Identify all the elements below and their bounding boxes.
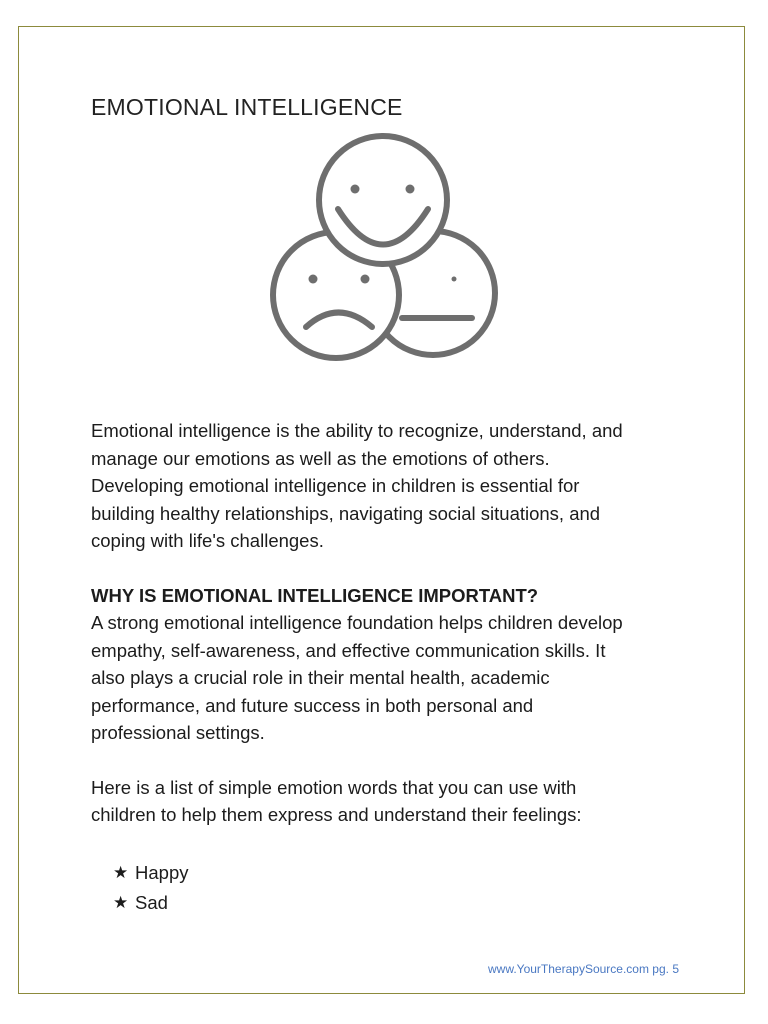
list-item: ★ Sad	[113, 888, 691, 919]
star-icon: ★	[113, 893, 129, 912]
emotion-faces-illustration	[266, 132, 502, 372]
section-heading: WHY IS EMOTIONAL INTELLIGENCE IMPORTANT?	[91, 584, 539, 606]
page-footer: www.YourTherapySource.com pg. 5	[488, 962, 679, 976]
page-title: EMOTIONAL INTELLIGENCE	[91, 94, 403, 120]
importance-paragraph: A strong emotional intelligence foundation helps children develop empathy, self-awareness, and effective communication skills. It also plays a crucial role in their mental health, academic performance, and future success in both personal and professional settings.	[91, 612, 623, 743]
smiling-face-icon	[319, 136, 447, 264]
document-body	[91, 417, 691, 919]
star-icon: ★	[113, 862, 129, 882]
list-item: ★ Happy	[113, 858, 691, 889]
emotion-word-list	[91, 858, 691, 919]
intro-paragraph: Emotional intelligence is the ability to recognize, understand, and manage our emotions as well as the emotions of others. Developing emotional intelligence in children is essential for building healthy relationships, navigating social situations, and coping with life's challenges.	[91, 420, 623, 551]
list-intro-paragraph: Here is a list of simple emotion words that you can use with children to help them express and understand their feelings:	[91, 776, 582, 825]
